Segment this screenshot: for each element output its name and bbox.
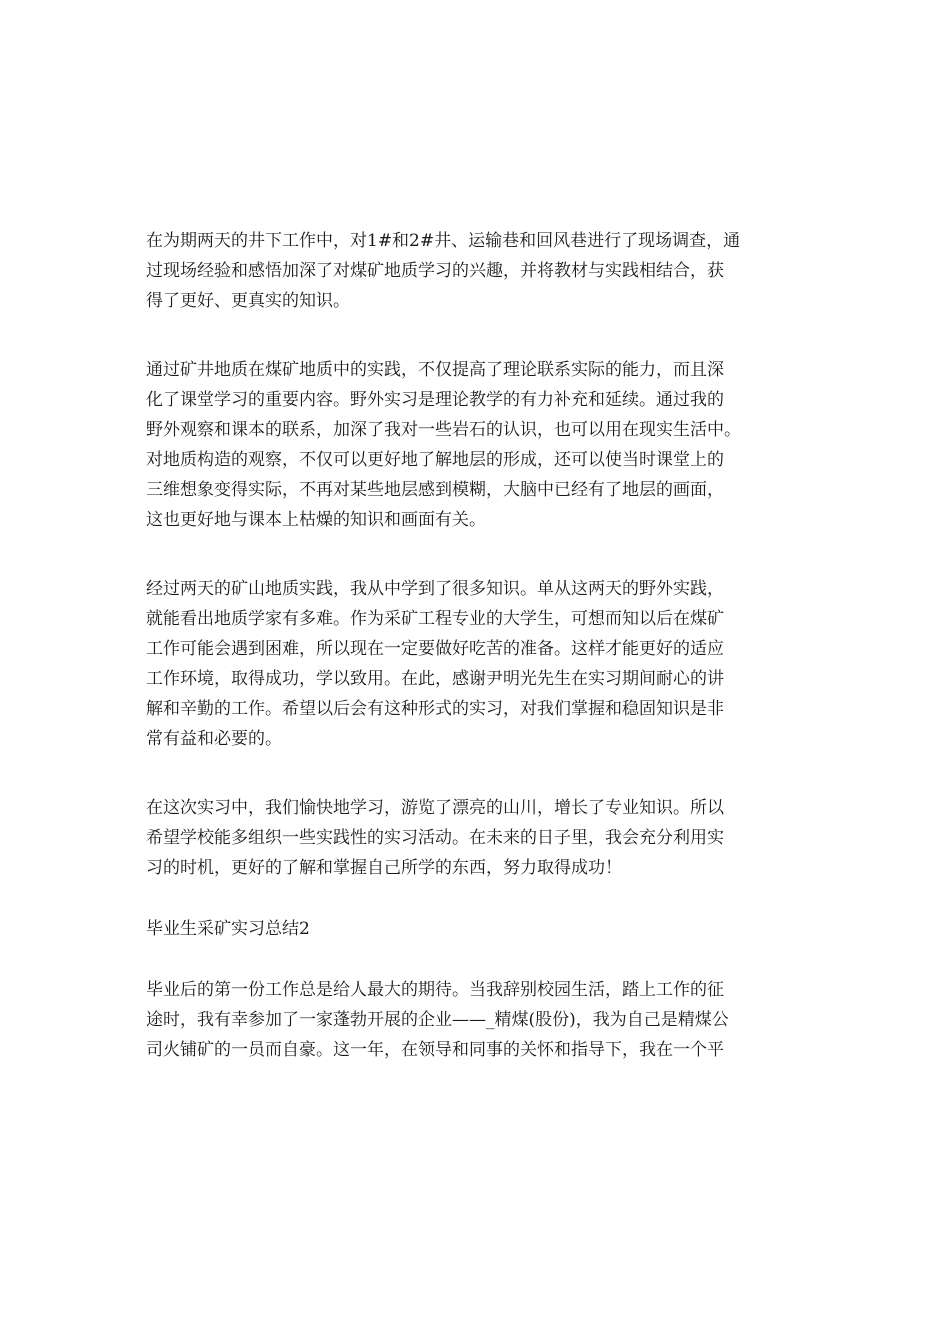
- text-line: 习的时机，更好的了解和掌握自己所学的东西，努力取得成功！: [146, 858, 622, 878]
- paragraph-underground-work: [146, 226, 806, 316]
- text-line: 通过矿井地质在煤矿地质中的实践，不仅提高了理论联系实际的能力，而且深: [146, 360, 724, 380]
- paragraph-internship-summary: [146, 793, 806, 883]
- text-line: 司火铺矿的一员而自豪。这一年，在领导和同事的关怀和指导下，我在一个平: [146, 1040, 724, 1060]
- text-line: 对地质构造的观察，不仅可以更好地了解地层的形成，还可以使当时课堂上的: [146, 450, 724, 470]
- text-line: 化了课堂学习的重要内容。野外实习是理论教学的有力补充和延续。通过我的: [146, 390, 724, 410]
- text-line: 解和辛勤的工作。希望以后会有这种形式的实习，对我们掌握和稳固知识是非: [146, 699, 724, 719]
- text-line: 就能看出地质学家有多难。作为采矿工程专业的大学生，可想而知以后在煤矿: [146, 609, 724, 629]
- text-line: 得了更好、更真实的知识。: [146, 291, 350, 311]
- text-line: 经过两天的矿山地质实践，我从中学到了很多知识。单从这两天的野外实践，: [146, 579, 724, 599]
- text-line: 野外观察和课本的联系，加深了我对一些岩石的认识，也可以用在现实生活中。: [146, 420, 741, 440]
- section-heading: [146, 914, 806, 944]
- text-line: 途时，我有幸参加了一家蓬勃开展的企业——_精煤(股份)，我为自己是精煤公: [146, 1010, 729, 1030]
- text-line: 毕业后的第一份工作总是给人最大的期待。当我辞别校园生活，踏上工作的征: [146, 980, 724, 1000]
- paragraph-mine-geology-practice: [146, 355, 806, 535]
- paragraph-two-day-practice: [146, 574, 806, 754]
- text-line: 希望学校能多组织一些实践性的实习活动。在未来的日子里，我会充分利用实: [146, 828, 724, 848]
- text-line: 工作可能会遇到困难，所以现在一定要做好吃苦的准备。这样才能更好的适应: [146, 639, 724, 659]
- document-body: [146, 226, 806, 1065]
- text-line: 在这次实习中，我们愉快地学习，游览了漂亮的山川，增长了专业知识。所以: [146, 798, 724, 818]
- text-line: 过现场经验和感悟加深了对煤矿地质学习的兴趣，并将教材与实践相结合，获: [146, 261, 724, 281]
- text-line: 在为期两天的井下工作中，对1#和2#井、运输巷和回风巷进行了现场调查，通: [146, 231, 741, 251]
- paragraph-first-job: [146, 975, 806, 1065]
- text-line: 工作环境，取得成功，学以致用。在此，感谢尹明光先生在实习期间耐心的讲: [146, 669, 724, 689]
- text-line: 常有益和必要的。: [146, 729, 282, 749]
- text-line: 三维想象变得实际，不再对某些地层感到模糊，大脑中已经有了地层的画面，: [146, 480, 724, 500]
- heading-line: 毕业生采矿实习总结2: [146, 919, 310, 939]
- text-line: 这也更好地与课本上枯燥的知识和画面有关。: [146, 510, 486, 530]
